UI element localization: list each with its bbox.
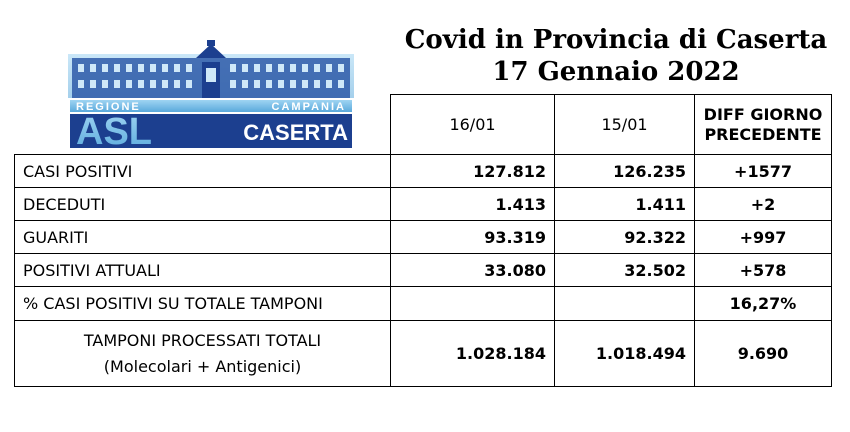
- deceduti-previous: 1.411: [555, 188, 695, 221]
- row-label-deceduti: DECEDUTI: [15, 188, 391, 221]
- row-label-tamponi: [15, 321, 391, 387]
- row-label-percent-positivi: % CASI POSITIVI SU TOTALE TAMPONI: [15, 287, 391, 321]
- tamponi-current: 1.028.184: [391, 321, 555, 387]
- guariti-current: 93.319: [391, 221, 555, 254]
- logo-city: CASERTA: [243, 120, 348, 145]
- logo-region-right: CAMPANIA: [271, 101, 346, 113]
- table-row: [15, 155, 832, 188]
- casi-positivi-current: 127.812: [391, 155, 555, 188]
- percent-empty-previous: [555, 287, 695, 321]
- logo-acronym: ASL: [76, 111, 152, 148]
- positivi-attuali-diff: +578: [695, 254, 832, 287]
- header-diff: [695, 95, 832, 155]
- tamponi-diff: 9.690: [695, 321, 832, 387]
- percent-empty-current: [391, 287, 555, 321]
- logo-region-left: REGIONE: [76, 101, 141, 113]
- report-title: Covid in Provincia di Caserta: [404, 25, 828, 55]
- row-label-casi-positivi: CASI POSITIVI: [15, 155, 391, 188]
- tamponi-label-line2: (Molecolari + Antigenici): [103, 356, 302, 376]
- header-blank-cell: [15, 95, 391, 155]
- row-label-positivi-attuali: POSITIVI ATTUALI: [15, 254, 391, 287]
- table-row: [15, 188, 832, 221]
- table-row: [15, 321, 832, 387]
- table-row: [15, 221, 832, 254]
- guariti-previous: 92.322: [555, 221, 695, 254]
- covid-data-table: [14, 94, 832, 387]
- palace-illustration: [66, 40, 356, 100]
- tamponi-previous: 1.018.494: [555, 321, 695, 387]
- table-row: [15, 254, 832, 287]
- report-date: 17 Gennaio 2022: [492, 57, 740, 87]
- header-diff-line1: DIFF GIORNO: [703, 104, 823, 124]
- header-date-current: 16/01: [391, 95, 555, 155]
- casi-positivi-diff: +1577: [695, 155, 832, 188]
- guariti-diff: +997: [695, 221, 832, 254]
- casi-positivi-previous: 126.235: [555, 155, 695, 188]
- percent-positivi-value: 16,27%: [695, 287, 832, 321]
- tamponi-label-line1: TAMPONI PROCESSATI TOTALI: [83, 330, 322, 350]
- deceduti-current: 1.413: [391, 188, 555, 221]
- positivi-attuali-previous: 32.502: [555, 254, 695, 287]
- header-diff-line2: PRECEDENTE: [704, 124, 822, 144]
- deceduti-diff: +2: [695, 188, 832, 221]
- positivi-attuali-current: 33.080: [391, 254, 555, 287]
- table-header-row: [15, 95, 832, 155]
- header-date-previous: 15/01: [555, 95, 695, 155]
- table-row: [15, 287, 832, 321]
- row-label-guariti: GUARITI: [15, 221, 391, 254]
